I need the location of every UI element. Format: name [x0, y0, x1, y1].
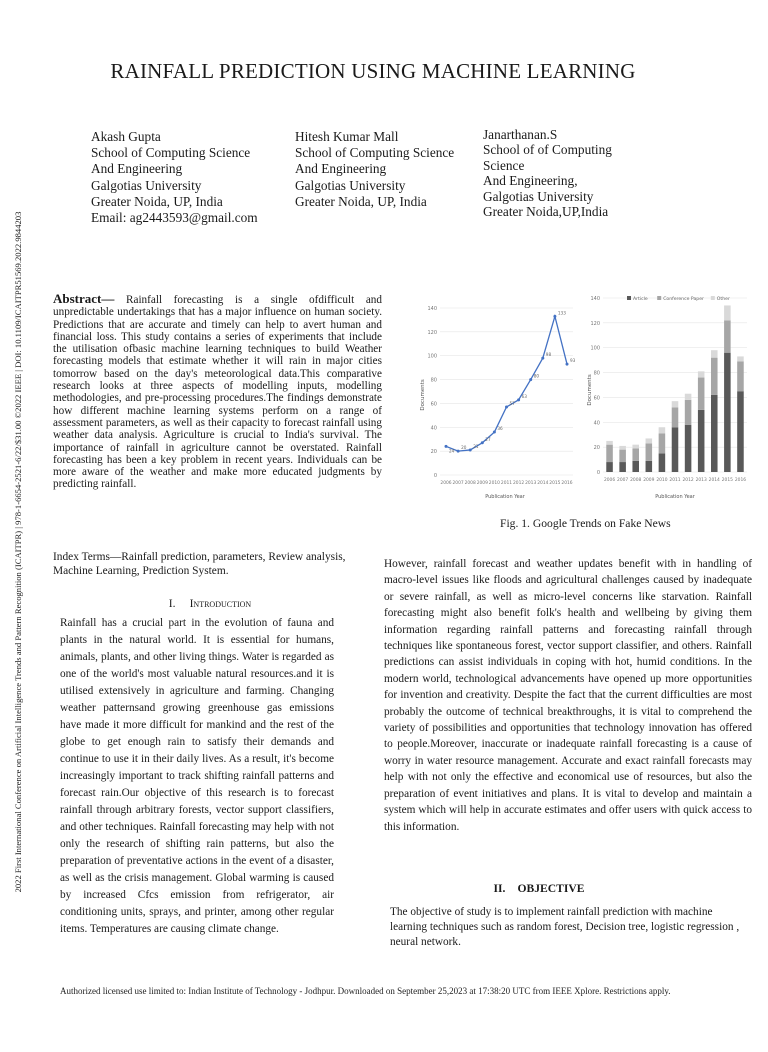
data-label: 27 [485, 436, 491, 442]
data-point [445, 445, 448, 448]
bar-other [711, 350, 718, 357]
author-univ: Galgotias University [483, 188, 594, 204]
y-tick-label: 40 [593, 420, 600, 427]
x-tick-label: 2011 [500, 481, 513, 486]
bar-chart-documents-by-type [585, 290, 750, 500]
x-tick-label: 2015 [721, 478, 733, 483]
y-tick-label: 80 [430, 377, 437, 384]
bar-conference-paper [606, 445, 613, 462]
legend-swatch [657, 296, 661, 300]
x-tick-label: 2011 [669, 478, 681, 483]
objective-body: The objective of study is to implement rainfall prediction with machine learning techniques such as random forest, Decision tree, logistic regression , neural network. [390, 906, 740, 948]
author-univ: Galgotias University [295, 177, 406, 193]
x-tick-label: 2008 [630, 478, 642, 483]
data-point [505, 406, 508, 409]
legend-label: Conference Paper [663, 297, 704, 302]
line-chart-documents [418, 300, 578, 500]
data-point [541, 357, 544, 360]
x-tick-label: 2013 [695, 478, 707, 483]
y-tick-label: 20 [593, 445, 600, 452]
figure-caption: Fig. 1. Google Trends on Fake News [500, 517, 671, 530]
data-label: 24 [449, 448, 455, 454]
y-tick-label: 60 [430, 401, 437, 408]
bar-other [737, 356, 744, 361]
x-tick-label: 2014 [537, 481, 549, 486]
author-name: Akash Gupta [91, 129, 161, 144]
bar-other [646, 438, 653, 443]
x-tick-label: 2010 [656, 478, 668, 483]
data-label: 98 [545, 352, 552, 358]
author-dept: And Engineering [91, 161, 183, 177]
bar-conference-paper [724, 320, 731, 352]
data-point [566, 363, 569, 366]
data-label: 57 [509, 401, 515, 407]
bar-article [724, 353, 731, 472]
data-label: 63 [521, 393, 527, 399]
data-label: 133 [557, 310, 566, 316]
section-numeral: II. [493, 882, 506, 895]
y-tick-label: 0 [433, 473, 437, 479]
abstract-text: Rainfall forecasting is a single ofdifficult and unpredictable undertakings that has a major influence on human society. Predictions that are accurate and timely can help to avert human and financial loss. This study contains a series of experiments that include the utilisation ofbasic machine learning techniques to build Weather forecasting models that estimate whether it will rain in major cities tomorrow based on the day's meteorological data.This comparative research looks at three aspects of modelling inputs, modelling methodologies, and pre-processing procedures.The findings demonstrate how different machine learning systems perform on a range of assessment parameters, as well as their capacity to forecast rainfall using weather data analysis. Agriculture is crucial to India's survival. The importance of rainfall in agriculture cannot be overstated. Rainfall forecasting has been a key problem in recent years. Individuals can be more aware of the weather and make more educated judgments by predicting rainfall. [53, 294, 382, 491]
x-tick-label: 2009 [476, 481, 488, 486]
data-label: 80 [533, 373, 540, 379]
legend-swatch [627, 296, 631, 300]
x-tick-label: 2009 [643, 478, 655, 483]
index-terms: Index Terms—Rainfall prediction, parameters, Review analysis, Machine Learning, Prediction System. [53, 551, 346, 577]
bar-article [632, 461, 639, 472]
bar-other [632, 445, 639, 449]
data-label: 36 [497, 426, 503, 432]
series-line [446, 316, 567, 454]
bar-article [619, 462, 626, 472]
y-tick-label: 120 [427, 329, 437, 336]
x-tick-label: 2016 [734, 478, 747, 483]
bar-conference-paper [659, 433, 666, 453]
data-label: 93 [570, 358, 576, 364]
bar-conference-paper [619, 450, 626, 462]
x-tick-label: 2015 [549, 481, 561, 486]
bar-conference-paper [632, 448, 639, 460]
abstract [53, 293, 382, 491]
bar-conference-paper [646, 443, 653, 460]
y-tick-label: 0 [596, 470, 600, 476]
bar-article [672, 427, 679, 472]
author-email: Email: ag2443593@gmail.com [91, 210, 258, 226]
x-tick-label: 2007 [617, 478, 629, 483]
legend-swatch [711, 296, 715, 300]
y-tick-label: 80 [593, 370, 600, 377]
bar-article [659, 453, 666, 472]
section-title: Introduction [189, 597, 252, 610]
x-tick-label: 2012 [513, 481, 525, 486]
author-univ: Galgotias University [91, 177, 202, 193]
y-axis-label: Documents [420, 379, 426, 411]
author-block-3 [483, 127, 612, 219]
data-point [517, 398, 520, 401]
x-tick-label: 2013 [525, 481, 537, 486]
author-location: Greater Noida,UP,India [483, 204, 609, 220]
bar-conference-paper [672, 407, 679, 427]
y-tick-label: 100 [427, 353, 437, 360]
bar-other [672, 401, 679, 407]
y-tick-label: 100 [590, 345, 600, 352]
x-tick-label: 2010 [488, 481, 500, 486]
legend-label: Other [716, 297, 730, 302]
y-tick-label: 140 [590, 296, 600, 302]
bar-conference-paper [698, 378, 705, 410]
section-title: OBJECTIVE [517, 882, 585, 895]
bar-article [685, 425, 692, 472]
x-tick-label: 2016 [561, 481, 573, 486]
x-tick-label: 2008 [464, 481, 476, 486]
x-tick-label: 2014 [708, 478, 720, 483]
y-tick-label: 120 [590, 320, 600, 327]
author-dept: School of Computing Science [91, 145, 251, 161]
x-axis-label: Publication Year [655, 494, 695, 500]
abstract-label: Abstract— [53, 291, 115, 306]
bar-other [659, 427, 666, 433]
data-point [469, 448, 472, 451]
bar-conference-paper [685, 400, 692, 425]
paper-title: RAINFALL PREDICTION USING MACHINE LEARNING [110, 59, 636, 83]
y-tick-label: 20 [430, 449, 437, 456]
bar-article [737, 391, 744, 472]
data-point [457, 450, 460, 453]
bar-conference-paper [737, 361, 744, 391]
author-block-1 [91, 129, 258, 226]
bar-conference-paper [711, 358, 718, 395]
x-tick-label: 2012 [682, 478, 694, 483]
author-block-2 [295, 129, 454, 210]
legend-label: Article [633, 297, 648, 302]
author-dept: And Engineering [295, 161, 387, 177]
x-tick-label: 2006 [603, 478, 616, 483]
bar-article [711, 395, 718, 472]
bar-other [606, 441, 613, 445]
section-heading-introduction [60, 597, 360, 610]
author-name: Hitesh Kumar Mall [295, 129, 399, 144]
x-axis-label: Publication Year [485, 494, 525, 500]
author-name: Janarthanan.S [483, 127, 558, 142]
bar-article [646, 461, 653, 472]
y-axis-label: Documents [587, 374, 593, 406]
data-label: 20 [461, 445, 467, 451]
data-point [481, 441, 484, 444]
x-tick-label: 2007 [452, 481, 464, 486]
bar-article [698, 410, 705, 472]
author-dept: School of Computing Science [295, 145, 455, 161]
y-tick-label: 140 [427, 306, 437, 312]
y-tick-label: 60 [593, 395, 600, 402]
section-numeral: I. [168, 597, 176, 610]
author-location: Greater Noida, UP, India [91, 193, 223, 209]
license-footer: Authorized licensed use limited to: Indian Institute of Technology - Jodhpur. Downloaded on September 25,2023 at 17:38:20 UTC from IEEE Xplore. Restrictions apply. [60, 986, 671, 996]
data-point [553, 315, 556, 318]
data-point [529, 378, 532, 381]
bar-other [698, 371, 705, 377]
section-heading-objective [384, 882, 694, 895]
right-column-body: However, rainfall forecast and weather updates benefit with in handling of macro-level issues like floods and agricultural challenges caused by inadequate or severe rainfall, as well as micro-level concerns like starvation. Rainfall forecasting might also benefit folk's health and wellbeing by giving them information regarding rainfall patterns and forecasting rainfall through techniques like spontaneous forest, vector support classifier, and others. Rainfall predictions can assist individuals in coping with hot, humid conditions. In the modern world, technological advancements have opened up more opportunities for invention and creativity. Despite the fact that the current difficulties are most probably the outcome of technical breakthroughs, it is vital to comprehend the variety of possibilities and opportunities that technology innovation has offered to people.Moreover, inaccurate or inadequate rainfall forecasting is a cause of worry in water resource management. Accurate and exact rainfall forecasts may help with not only the effective and economical use of resources, but also the preparation of event initiatives and plans. It is vital to develop and maintain a system which will help in accurate estimates and offer users with quick access to this information. [384, 558, 752, 833]
author-dept: Science [483, 157, 525, 173]
introduction-body: Rainfall has a crucial part in the evolution of fauna and plants in the natural world. It is essential for humans, animals, plants, and other living things. Water is regarded as one of the world's most valuable natural resources.and it is utilised extensively in agriculture and farming. Changing weather patternsand growing greenhouse gas emissions have made it more difficult for mankind and the rest of the globe to get enough rain to satisfy their demands and continue to use it in their daily lives. As a result, it's become increasingly important to track shifting rainfall patterns and forecast rain.Our objective of this research is to forecast rainfall through arbitrary forests, vector support classifiers, and other techniques. Rainfall forecasting may help with not only the research of shifting rain patterns, but also the preparation of preventative actions in the event of a disaster, as well as the crisis management. Global warming is caused by increased Cfcs emission from refrigerator, air conditioning units, sprays, and printer, among other regular items. Temperatures are causing climate change. [60, 617, 334, 935]
data-label: 21 [473, 443, 479, 449]
data-point [493, 431, 496, 434]
y-tick-label: 40 [430, 425, 437, 432]
author-dept: School of of Computing [483, 142, 612, 158]
bar-article [606, 462, 613, 472]
x-tick-label: 2006 [440, 481, 452, 486]
bar-other [685, 394, 692, 400]
bar-other [724, 305, 731, 320]
bar-other [619, 446, 626, 450]
author-dept: And Engineering, [483, 173, 578, 189]
author-location: Greater Noida, UP, India [295, 193, 427, 209]
conference-citation-sidebar: 2022 First International Conference on Artificial Intelligence Trends and Pattern Recognition (ICAITPR) | 978-1-6654-2521-6/22/$31.00 ©2022 IEEE | DOI: 10.1109/ICAITPR51569.2022.9844203 [13, 211, 23, 893]
